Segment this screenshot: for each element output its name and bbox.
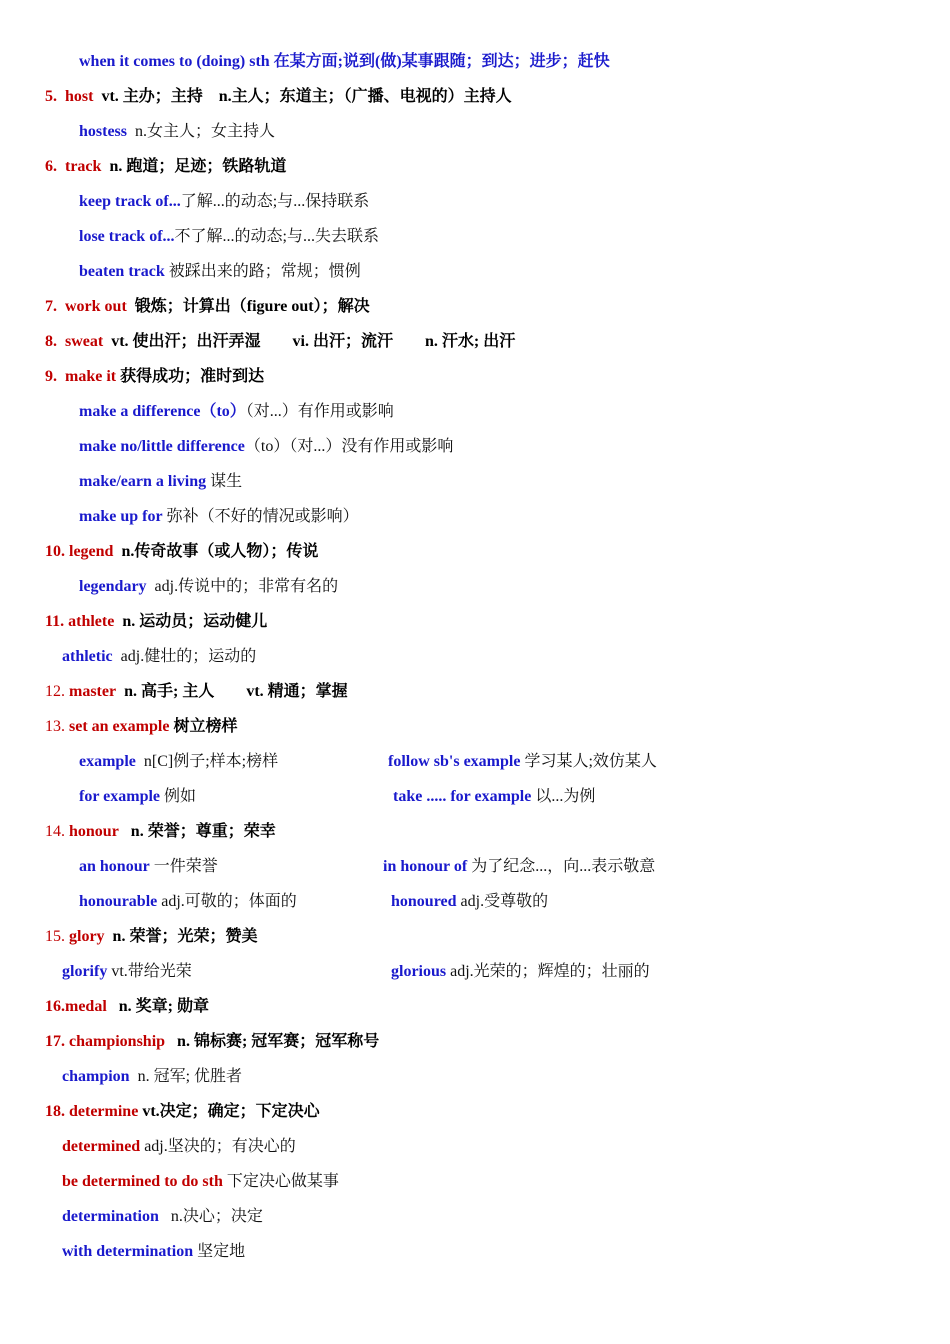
entry-line — [79, 786, 196, 808]
derived-term: determination — [62, 1208, 159, 1225]
definition: 谋生 — [210, 473, 243, 490]
definition: n. 跑道；足迹；铁路轨道 — [109, 158, 287, 175]
phrase-term: beaten track — [79, 263, 165, 280]
definition: n. 高手; 主人 vt. 精通；掌握 — [124, 683, 348, 700]
definition: 下定决心做某事 — [226, 1173, 339, 1190]
entry-line — [45, 366, 264, 388]
headword: determine — [69, 1103, 139, 1120]
entry-number: 5. — [45, 88, 57, 105]
definition: vt. 使出汗；出汗弄湿 vi. 出汗；流汗 n. 汗水; 出汗 — [111, 333, 516, 350]
entry-line — [62, 1206, 263, 1228]
phrase-term: an honour — [79, 858, 150, 875]
definition: n. 运动员；运动健儿 — [122, 613, 268, 630]
entry-number: 18. — [45, 1103, 65, 1120]
phrase-term: be determined to do sth — [62, 1173, 223, 1190]
entry-number: 8. — [45, 333, 57, 350]
headword: sweat — [65, 333, 104, 350]
entry-line — [62, 961, 192, 983]
phrase-term: in honour of — [383, 858, 468, 875]
headword: work out — [65, 298, 127, 315]
headword: host — [65, 88, 94, 105]
entry-line — [62, 1171, 339, 1193]
definition: 一件荣誉 — [153, 858, 218, 875]
definition: 学习某人;效仿某人 — [524, 753, 657, 770]
headword: legend — [69, 543, 114, 560]
definition: 以...为例 — [535, 788, 596, 805]
definition: （to）（对...）没有作用或影响 — [244, 438, 454, 455]
derived-term: legendary — [79, 578, 147, 595]
entry-line — [45, 541, 318, 563]
entry-line — [62, 1136, 296, 1158]
entry-number: 15. — [45, 928, 65, 945]
derived-term: example — [79, 753, 136, 770]
definition: 为了纪念...，向...表示敬意 — [471, 858, 656, 875]
definition: n. 荣誉；光荣；赞美 — [112, 928, 258, 945]
entry-line — [79, 226, 379, 248]
definition: adj.坚决的；有决心的 — [144, 1138, 296, 1155]
definition: n. 奖章; 勋章 — [118, 998, 210, 1015]
derived-term: glorify — [62, 963, 108, 980]
headword: honour — [69, 823, 119, 840]
phrase-term: make up for — [79, 508, 163, 525]
entry-line — [45, 996, 209, 1018]
headword: championship — [69, 1033, 166, 1050]
definition: n.女主人；女主持人 — [135, 123, 276, 140]
phrase-term: make no/little difference — [79, 438, 245, 455]
headword: set an example — [69, 718, 170, 735]
definition: adj.受尊敬的 — [460, 893, 549, 910]
phrase-term: with determination — [62, 1243, 194, 1260]
entry-number: 7. — [45, 298, 57, 315]
definition: 树立榜样 — [173, 718, 238, 735]
definition: 不了解...的动态;与...失去联系 — [174, 228, 379, 245]
definition: （对...）有作用或影响 — [245, 403, 394, 420]
headword: medal — [65, 998, 107, 1015]
entry-number: 17. — [45, 1033, 65, 1050]
phrase-term: keep track of... — [79, 193, 181, 210]
entry-line — [79, 436, 453, 458]
definition: 坚定地 — [197, 1243, 246, 1260]
entry-line — [79, 471, 242, 493]
definition: n.传奇故事（或人物）；传说 — [121, 543, 319, 560]
entry-line — [45, 681, 348, 703]
entry-line — [62, 1241, 245, 1263]
entry-number: 16. — [45, 998, 65, 1015]
entry-line-col2 — [383, 856, 655, 878]
definition: 锻炼；计算出（figure out）；解决 — [134, 298, 370, 315]
definition: n[C]例子;样本;榜样 — [143, 753, 279, 770]
entry-line — [45, 156, 286, 178]
entry-line — [79, 856, 218, 878]
headword: make it — [65, 368, 117, 385]
entry-line — [79, 891, 297, 913]
definition: n.决心；决定 — [170, 1208, 263, 1225]
entry-line — [45, 86, 512, 108]
definition: vt.决定；确定；下定决心 — [142, 1103, 320, 1120]
entry-line — [79, 191, 369, 213]
definition: adj.传说中的；非常有名的 — [154, 578, 339, 595]
headword: glory — [69, 928, 105, 945]
entry-line — [79, 751, 278, 773]
entry-number: 14. — [45, 823, 65, 840]
derived-term: hostess — [79, 123, 128, 140]
entry-line — [45, 716, 237, 738]
derived-term: determined — [62, 1138, 141, 1155]
phrase-term: when it comes to (doing) sth — [79, 53, 270, 70]
definition: 了解...的动态;与...保持联系 — [180, 193, 370, 210]
entry-number: 6. — [45, 158, 57, 175]
definition: n. 锦标赛; 冠军赛；冠军称号 — [177, 1033, 380, 1050]
entry-number: 10. — [45, 543, 65, 560]
entry-number: 9. — [45, 368, 57, 385]
phrase-term: follow sb's example — [388, 753, 521, 770]
headword: master — [69, 683, 117, 700]
entry-line — [45, 1031, 379, 1053]
definition: n. 冠军; 优胜者 — [137, 1068, 243, 1085]
phrase-term: take ..... for example — [393, 788, 532, 805]
entry-line — [62, 1066, 242, 1088]
definition: adj.健壮的；运动的 — [120, 648, 257, 665]
entry-line — [79, 121, 275, 143]
entry-line-col2 — [391, 891, 548, 913]
definition: adj.可敬的；体面的 — [161, 893, 297, 910]
entry-line — [62, 646, 256, 668]
entry-number: 13. — [45, 718, 65, 735]
derived-term: champion — [62, 1068, 130, 1085]
entry-line — [45, 611, 267, 633]
phrase-term: make/earn a living — [79, 473, 207, 490]
derived-term: athletic — [62, 648, 113, 665]
derived-term: honourable — [79, 893, 158, 910]
entry-line-col2 — [388, 751, 657, 773]
entry-line — [45, 331, 515, 353]
entry-line — [45, 1101, 320, 1123]
phrase-gloss: 在某方面;说到(做)某事跟随；到达；进步；赶快 — [273, 53, 610, 70]
entry-line — [79, 51, 610, 73]
definition: n. 荣誉；尊重；荣幸 — [130, 823, 276, 840]
entry-line-col2 — [393, 786, 595, 808]
entry-line — [79, 401, 394, 423]
entry-line — [79, 576, 338, 598]
headword: track — [65, 158, 102, 175]
entry-line — [45, 926, 257, 948]
derived-term: glorious — [391, 963, 447, 980]
phrase-term: for example — [79, 788, 161, 805]
entry-line — [79, 506, 359, 528]
phrase-term: make a difference（to） — [79, 403, 246, 420]
definition: 例如 — [164, 788, 197, 805]
entry-line — [45, 821, 276, 843]
entry-line — [79, 261, 361, 283]
headword: athlete — [68, 613, 115, 630]
entry-number: 11. — [45, 613, 65, 630]
definition: 被踩出来的路；常规；惯例 — [168, 263, 361, 280]
definition: adj.光荣的；辉煌的；壮丽的 — [450, 963, 650, 980]
entry-line — [45, 296, 370, 318]
definition: 获得成功；准时到达 — [120, 368, 265, 385]
phrase-term: lose track of... — [79, 228, 175, 245]
derived-term: honoured — [391, 893, 457, 910]
definition: vt.带给光荣 — [111, 963, 192, 980]
definition: vt. 主办；主持 n.主人；东道主；（广播、电视的）主持人 — [101, 88, 512, 105]
entry-number: 12. — [45, 683, 65, 700]
entry-line-col2 — [391, 961, 650, 983]
definition: 弥补（不好的情况或影响） — [166, 508, 359, 525]
